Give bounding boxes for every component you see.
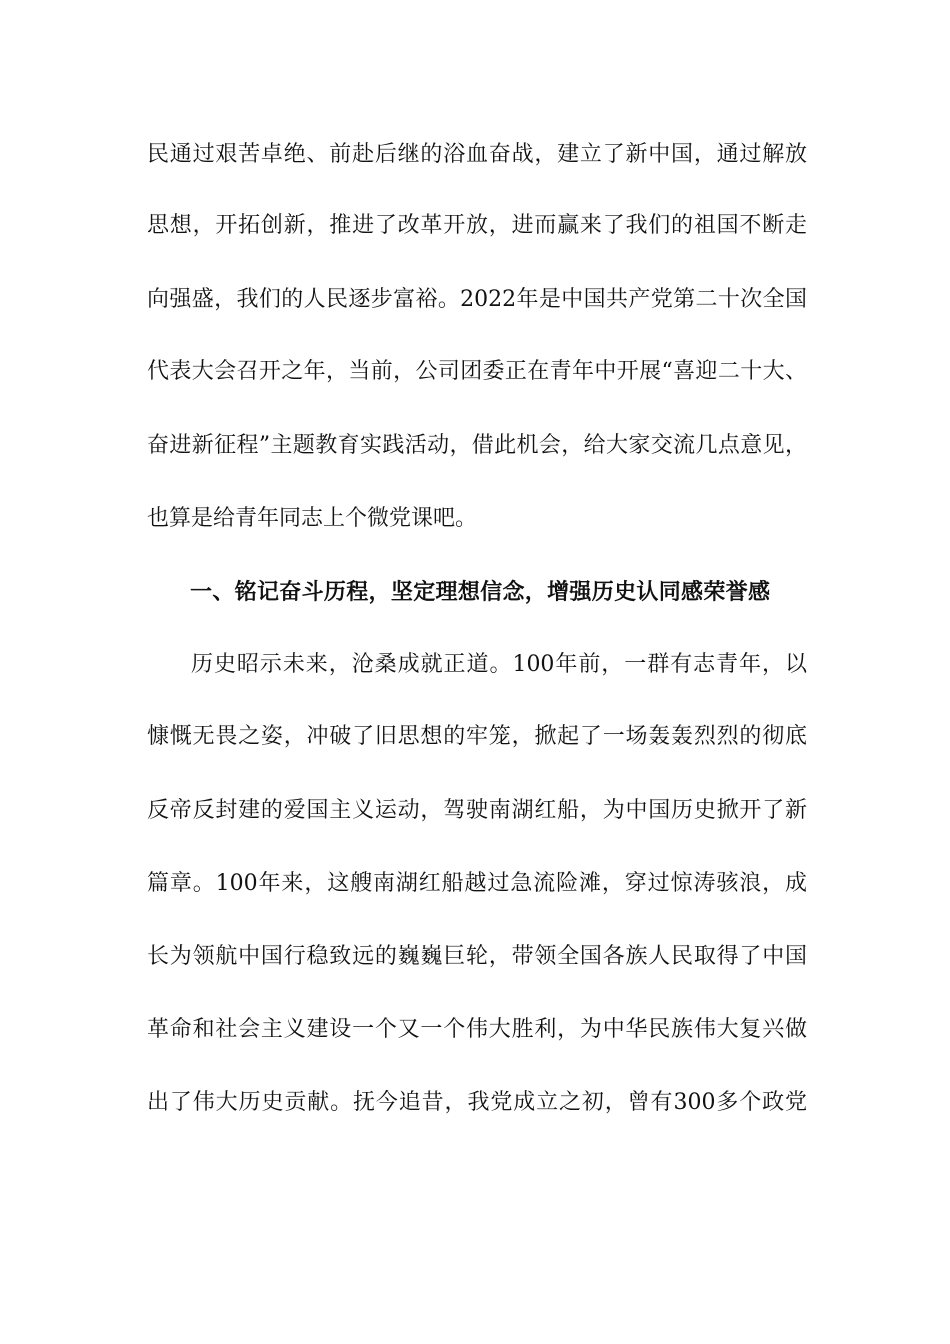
paragraph-1-line-5: 奋进新征程”主题教育实践活动，借此机会，给大家交流几点意见， [147,433,807,458]
paragraph-1-line-1: 民通过艰苦卓绝、前赴后继的浴血奋战，建立了新中国，通过解放 [147,142,807,167]
section-heading: 一、铭记奋斗历程，坚定理想信念，增强历史认同感荣誉感 [190,579,770,605]
paragraph-1-line-4: 代表大会召开之年，当前，公司团委正在青年中开展“喜迎二十大、 [147,359,807,384]
paragraph-2-line-5: 长为领航中国行稳致远的巍巍巨轮，带领全国各族人民取得了中国 [147,944,807,969]
paragraph-1-line-3: 向强盛，我们的人民逐步富裕。2022年是中国共产党第二十次全国 [147,287,807,312]
paragraph-2-line-1: 历史昭示未来，沧桑成就正道。100年前，一群有志青年，以 [191,652,807,677]
paragraph-2-line-4: 篇章。100年来，这艘南湖红船越过急流险滩，穿过惊涛骇浪，成 [147,871,807,896]
paragraph-2-line-7: 出了伟大历史贡献。抚今追昔，我党成立之初，曾有300多个政党 [147,1090,807,1115]
paragraph-2-line-2: 慷慨无畏之姿，冲破了旧思想的牢笼，掀起了一场轰轰烈烈的彻底 [147,724,807,749]
paragraph-2-line-3: 反帝反封建的爱国主义运动，驾驶南湖红船，为中国历史掀开了新 [147,798,807,823]
paragraph-1-line-6: 也算是给青年同志上个微党课吧。 [147,506,478,531]
paragraph-2-line-6: 革命和社会主义建设一个又一个伟大胜利，为中华民族伟大复兴做 [147,1017,807,1042]
paragraph-1-line-2: 思想，开拓创新，推进了改革开放，进而赢来了我们的祖国不断走 [147,213,807,238]
